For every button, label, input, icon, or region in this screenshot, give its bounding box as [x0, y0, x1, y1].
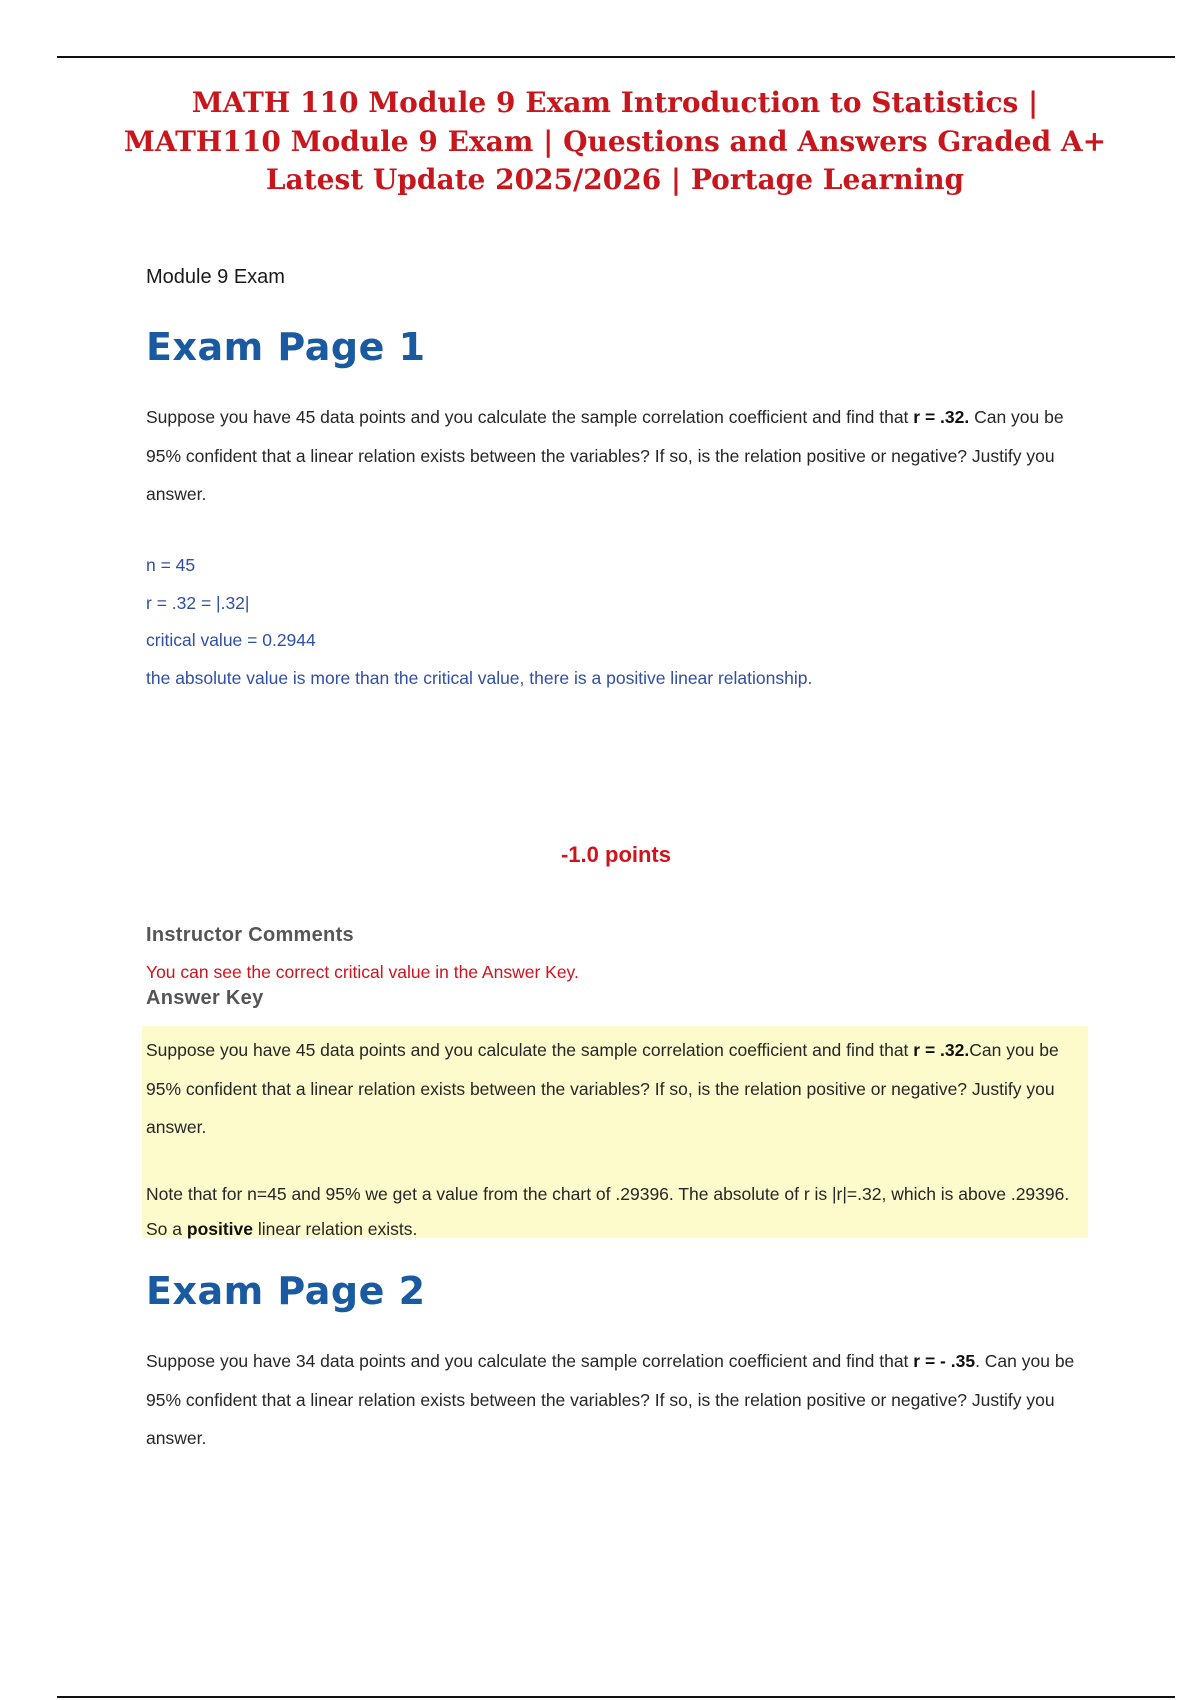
exam-page-2-heading: Exam Page 2: [146, 1269, 426, 1313]
module-label: Module 9 Exam: [146, 266, 285, 288]
answer-key-question: Suppose you have 45 data points and you calculate the sample correlation coefficient and find that r = .32.Can you be 95% confident that a linear relation exists between the variables? If so, is the relation positive or negative? Justify you answer.: [146, 1040, 1059, 1137]
document-title: MATH 110 Module 9 Exam Introduction to Statistics | MATH110 Module 9 Exam | Questions and Answers Graded A+ Latest Update 2025/2026 | Portage Learning: [123, 86, 1107, 196]
bottom-divider: [57, 1696, 1175, 1698]
exam-page-1-heading: Exam Page 1: [146, 325, 426, 369]
student-answer-line: critical value = 0.2944: [146, 630, 316, 650]
question-1-text: Suppose you have 45 data points and you calculate the sample correlation coefficient and find that r = .32. Can you be 95% confident that a linear relation exists between the variables? If so, is the relation positive or negative? Justify you answer.: [146, 407, 1064, 504]
instructor-comments-heading: Instructor Comments: [146, 924, 354, 946]
instructor-comment: You can see the correct critical value in the Answer Key.: [146, 962, 579, 982]
answer-key-heading: Answer Key: [146, 987, 264, 1009]
student-answer-line: r = .32 = |.32|: [146, 593, 250, 613]
points-deduction: -1.0 points: [560, 842, 671, 867]
answer-key-note: Note that for n=45 and 95% we get a value from the chart of .29396. The absolute of r is |r|=.32, which is above .29396. So a positive linear relation exists.: [146, 1184, 1070, 1239]
question-2-text: Suppose you have 34 data points and you calculate the sample correlation coefficient and find that r = - .35. Can you be 95% confident that a linear relation exists between the variables? If so, is the relation positive or negative? Justify you answer.: [146, 1351, 1075, 1448]
top-divider: [57, 56, 1175, 58]
student-answer-line: n = 45: [146, 555, 196, 575]
student-answer-line: the absolute value is more than the critical value, there is a positive linear relationship.: [146, 668, 813, 688]
